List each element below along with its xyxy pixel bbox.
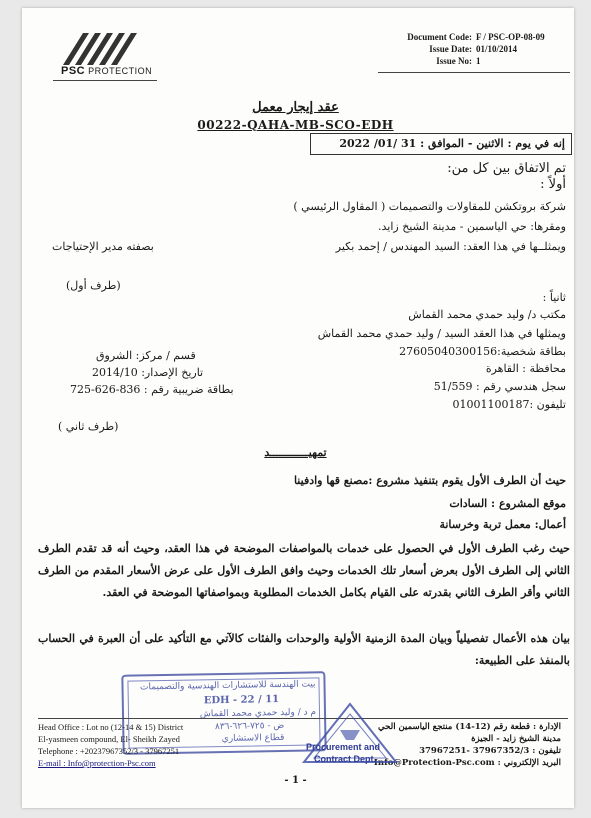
preamble-title: تمهيــــــــــــد [264, 446, 327, 459]
footer-contact-ar [374, 721, 561, 769]
second-party-gov: محافظة : القاهرة [485, 362, 566, 375]
intro-line: تم الاتفاق بين كل من: [447, 161, 566, 176]
contract-code: 00222-QAHA-MB-SCO-EDH [197, 118, 394, 132]
second-party-office: مكتب د/ وليد حمدي محمد القماش [408, 308, 566, 321]
footer-en-line-1: Head Office : Lot no (12-14 & 15) District [38, 722, 184, 732]
header-rule-left [53, 80, 157, 81]
second-party-tax-card: بطاقة ضريبية رقم : 836-626-725 [70, 383, 234, 396]
second-party-id: بطاقة شخصية:27605040300156 [399, 345, 566, 358]
site-line: موقع المشروع : السادات [449, 497, 566, 510]
stamp-line-3: م د / وليد حمدي محمد القماش [199, 707, 317, 720]
first-party-heading: أولاً : [540, 177, 566, 192]
page-number: - 1 - [284, 775, 307, 786]
stamp-line-4: ض - ٧٢٥-٦٢٦-٨٣٦ [214, 720, 285, 733]
psc-logo [53, 25, 155, 81]
second-party-police: قسم / مركز: الشروق [96, 349, 196, 362]
procurement-seal [300, 700, 400, 770]
footer-en-line-2: El-yasmeen compound, El- Sheikh Zayed [38, 734, 180, 744]
second-party-phone: تليفون :01001100187 [452, 398, 566, 411]
works-line: أعمال: معمل تربة وخرسانة [439, 518, 566, 531]
second-party-rep: ويمثلها في هذا العقد السيد / وليد حمدي محمد القماش [317, 327, 566, 340]
first-party-rep: ويمثلــها في هذا العقد: السيد المهندس / إحمد بكير [335, 240, 566, 253]
footer-en-line-3: Telephone : +20237967352/3 - 37967251 [38, 746, 180, 756]
contract-title: عقد إيجار معمل [252, 100, 339, 115]
second-party-heading: ثانياً : [542, 291, 566, 304]
second-party-issue-date: تاريخ الإصدار: 2014/10 [92, 366, 204, 379]
seal-line-1: Procurement and [306, 742, 381, 752]
first-party-role: بصفته مدير الإحتياجات [52, 240, 154, 253]
project-line: حيث أن الطرف الأول يقوم بتنفيذ مشروع :مصنع قها وادفينا [293, 474, 566, 487]
footer-ar-line-3: تليفون : 37967352/3 -37967251 [419, 746, 561, 756]
first-party-label: (طرف أول) [66, 279, 121, 292]
seal-line-2: Contract Dept. [314, 754, 377, 764]
psc-logo-graphic [53, 25, 155, 69]
stamp-line-1: بيت الهندسة للاستشارات الهندسية والتصميمات [139, 679, 316, 693]
first-party-hq: ومقرها: حي الياسمين - مدينة الشيخ زايد. [378, 220, 566, 233]
logo-caption: PSC PROTECTION [61, 65, 153, 77]
stamp-line-5: قطاع الاستشاري [221, 732, 285, 745]
footer-en-line-4[interactable]: E-mail : Info@protection-Psc.com [38, 758, 156, 768]
footer-contact-en [38, 721, 183, 769]
footer-ar-line-4: البريد الإلكتروني : Info@Protection-Psc.com [373, 758, 561, 768]
document-meta: Document Code: F / PSC-OP-08-09 Issue Date: 01/10/2014 Issue No: 1 [407, 32, 545, 66]
footer-ar-line-2: مدينة الشيخ زايد - الجيزة [471, 734, 561, 744]
header-rule-right [378, 72, 570, 73]
footer-ar-line-1: الإدارة : قطعة رقم (12-14) منتجع الياسمين الحي [378, 722, 561, 732]
stamp-line-2: EDH - 22 / 11 [203, 694, 280, 707]
date-line: إنه في يوم : الاثنين - الموافق : 31 /01/ 2022 [310, 133, 572, 155]
first-party-company: شركة بروتكشن للمقاولات والتصميمات ( المقاول الرئيسي ) [293, 200, 566, 213]
second-party-eng-reg: سجل هندسي رقم : 51/559 [433, 380, 566, 393]
second-party-label: (طرف ثاني ) [58, 420, 119, 433]
paragraph-1: حيث رغب الطرف الأول في الحصول على خدمات بالمواصفات الموضحة في هذا العقد، وحيث أنه قد تقدم الطرف الثاني إلى الطرف الأول بعرض أسعار تلك الخدمات وحيث وافق الطرف الأول على عرض الأسعار المقدم من الطرف الثاني وأقر الطرف الثاني بقدرته على القيام بكامل الخدمات المطلوبة وبمواصفاتها الموضحة في العقد. [38, 542, 570, 599]
paragraph-2: بيان هذه الأعمال تفصيلياً وبيان المدة الزمنية الأولية والوحدات والفئات كالآتي مع التأكيد على أن العبرة في الحساب بالمنفذ على الطبيعة: [38, 632, 570, 667]
